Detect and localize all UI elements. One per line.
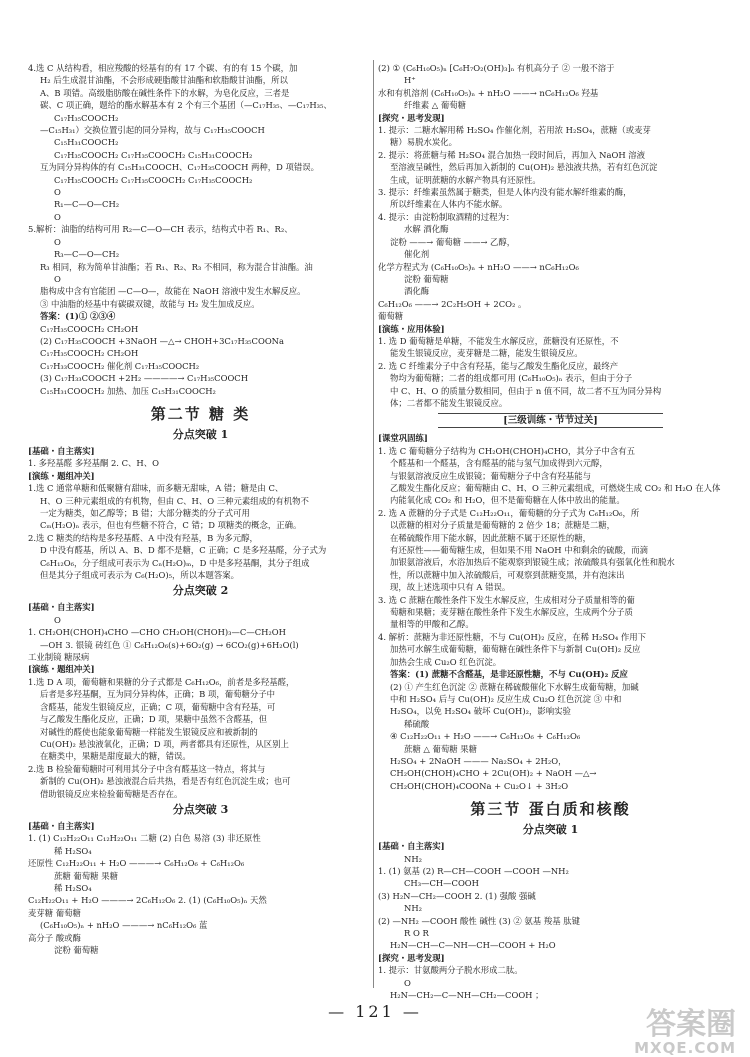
text-line: R O R [404,928,429,938]
subsection-title: 分点突破 1 [172,427,229,441]
left-column [28,62,373,956]
text-line: 2. 选 C 纤维素分子中含有羟基，能与乙酸发生酯化反应，最终产 [378,360,619,371]
text-line: 4. 解析：蔗糖为非还原性糖，不与 Cu(OH)₂ 反应，在稀 H₂SO₄ 作用下 [378,631,647,642]
text-line: H₂ 后生成混甘油酯，不会形成硬脂酸甘油酯和软脂酸甘油酯，所以 [40,75,288,86]
bracket-heading: [基础・自主落实] [28,602,95,613]
bracket-heading: [基础・自主落实] [378,841,445,852]
text-line: (2) —NH₂ —COOH 酸性 碱性 (3) ② 氨基 羧基 肽键 [378,915,580,926]
text-line: 1.选 C 通常单糖和低聚糖有甜味，而多糖无甜味，A 错；糖是由 C、 [28,483,284,494]
text-line: 化学方程式为 (C₆H₁₀O₅)ₙ + nH₂O ——→ nC₆H₁₂O₆ [378,261,579,272]
text-line: 还原性 C₁₂H₂₂O₁₁ + H₂O ———→ C₆H₁₂O₆ + C₆H₁₂O₆ [28,858,245,869]
text-line: 3. 选 C 蔗糖在酸性条件下发生水解反应，生成相对分子质量相等的葡 [378,594,635,605]
subsection-title: 分点突破 3 [172,802,229,816]
text-line: 以蔗糖的相对分子质量是葡萄糖的 2 倍少 18；蔗糖是二糖， [390,520,615,531]
text-line: 5.解析：油脂的结构可用 R₂—C—O—CH 表示，结构式中若 R₁、R₂、 [28,224,293,235]
text-line: Cₘ(H₂O)ₙ 表示，但也有些糖不符合，C 错；D 项糖类的概念，正确。 [40,520,302,531]
text-line: 现，故上述选项中只有 A 错误。 [390,582,511,593]
text-line: ④ C₁₂H₂₂O₁₁ + H₂O ——→ C₆H₁₂O₆ + C₆H₁₂O₆ [390,731,581,742]
text-line: 2. 提示：将蔗糖与稀 H₂SO₄ 混合加热一段时间后，再加入 NaOH 溶液 [378,149,646,160]
text-line: 一定为糖类，如乙醇等；B 错；大部分糖类的分子式可用 [40,508,250,518]
bracket-heading: [课堂巩固练] [378,433,428,444]
text-line: O [54,236,61,247]
text-line: (3) H₂N—CH₂—COOH 2. (1) 强酸 强碱 [378,890,536,901]
text-line: 4. 提示：由淀粉制取酒精的过程为： [378,211,515,222]
text-line: 催化剂 [404,249,430,260]
text-line: R₁—C—O—CH₂ [54,199,120,210]
text-line: 与银氨溶液反应生成银镜；葡萄糖分子中含有羟基能与 [390,470,591,481]
text-line: 在糖类中，果糖是甜度最大的糖，错误。 [40,751,191,762]
text-line: O [54,614,61,625]
text-line: C₁₇H₃₅COOCH₂ C₁₇H₃₅COOCH₂ C₁₅H₃₁COOCH₂ [54,149,253,160]
text-line: 中和 H₂SO₄ 后与 Cu(OH)₂ 反应生成 Cu₂O 红色沉淀 ③ 中和 [390,693,622,704]
text-line: 新制的 Cu(OH)₂ 悬浊液混合后共热，看是否有红色沉淀生成；也可 [40,776,291,787]
watermark-text: 答案圈 [646,1007,736,1042]
section-title: 第三节 蛋白质和核酸 [470,800,631,819]
text-line: 所以纤维素在人体内不能水解。 [390,199,508,210]
text-line: C₁₂H₂₂O₁₁ + H₂O ———→ 2C₆H₁₂O₆ 2. (1) (C₆H₁₀O₅)ₙ 天然 [28,895,267,906]
text-line: 有还原性——葡萄糖生成，但如果不用 NaOH 中和剩余的硫酸，而滴 [390,545,648,556]
text-line: CH₂OH(CHOH)₄COONa + Cu₂O↓ + 3H₂O [390,780,569,791]
bracket-heading: [演练・应用体验] [378,323,445,334]
right-column [378,62,723,1001]
text-line: 体；二者都不能发生银镜反应。 [390,397,508,408]
text-line: 性，所以蔗糖中加入浓硫酸后，可观察到蔗糖变黑，并有泡沫出 [390,569,625,580]
text-line: C₁₇H₃₅COOCH₂ [54,112,119,123]
watermark-url: MXQE.COM [634,1039,736,1057]
text-line: 1. (1) C₁₂H₂₂O₁₁ C₁₂H₂₂O₁₁ 二糖 (2) 白色 易溶 (3) 非还原性 [28,833,261,844]
text-line: C₁₅H₃₁COOCH₂ 加热、加压 C₁₅H₃₁COOCH₂ [40,385,216,396]
text-line: 蔗糖 葡萄糖 果糖 [54,870,118,881]
text-line: D 中没有醛基，所以 A、B、D 都不是糖，C 正确；C 是多羟基醛，分子式为 [40,545,327,556]
text-line: 葡萄糖 [378,311,404,322]
text-line: 2.选 C 糖类的结构是多羟基醛、A 中没有羟基，B 为多元醇， [28,532,258,543]
text-line: C₁₇H₃₅COOCH₂ CH₂OH [40,348,139,359]
text-line: 1. 提示：甘氨酸两分子脱水形成二肽。 [378,965,523,976]
text-line: 蔗糖 △ 葡萄糖 果糖 [404,743,478,754]
text-line: NH₂ [404,853,422,864]
text-line: 稀 H₂SO₄ [54,845,92,856]
text-line: 物均为葡萄糖；二者的组成都可用 (C₆H₁₀O₅)ₙ 表示，但由于分子 [390,373,633,384]
text-line: 含醛基，能发生银镜反应，正确；C 项，葡萄糖中含有羟基，可 [40,701,276,712]
text-line: O [404,977,411,988]
text-line: 高分子 酸或酶 [28,932,81,943]
column-divider [373,60,374,988]
text-line: H⁺ [404,75,416,86]
text-line: O [54,187,61,198]
text-line: —C₁₅H₃₁）交换位置引起的同分异构，故与 C₁₇H₃₅COOCH [40,125,265,136]
bracket-heading: [基础・自主落实] [28,445,95,456]
text-line: A、B 项错。高级脂肪酸在碱性条件下的水解，为皂化反应，三者是 [40,87,290,98]
text-line: 脂构成中含有官能团 —C—O—，故能在 NaOH 溶液中发生水解反应。 [40,286,306,297]
watermark-logo [634,1007,736,1057]
text-line: O [54,211,61,222]
text-line: 稀硫酸 [404,718,430,729]
text-line: (3) C₁₇H₃₃COOCH +2H₂ ————→ C₁₇H₃₅COOCH [40,373,249,384]
bracket-heading: [演练・题组冲关] [28,664,95,675]
text-line: 4.选 C 从结构看，相应羧酸的烃基有的有 17 个碳、有的有 15 个碳，加 [28,63,298,73]
text-line: 对碱性的醛使也能象葡萄糖一样能发生银镜反应和被新制的 [40,726,258,737]
text-line: 糖）易脱水炭化。 [390,137,457,148]
bracket-heading: [探究・思考发现] [378,952,445,963]
text-line: 加热会生成 Cu₂O 红色沉淀。 [390,656,502,667]
text-line: 2.选 B 检验葡萄糖时可利用其分子中含有醛基这一特点，将其与 [28,763,266,774]
text-line: 麦芽糖 葡萄糖 [28,907,81,918]
text-line: 量相等的甲酸和乙醇。 [390,619,474,630]
text-line: (C₆H₁₀O₅)ₙ + nH₂O ———→ nC₆H₁₂O₆ 蓝 [40,920,208,931]
text-line: Cu(OH)₂ 悬浊液氧化，正确；D 项，两者都具有还原性，从区别上 [40,738,289,749]
bracket-heading: 答案：(1) 蔗糖不含醛基，是非还原性糖，不与 Cu(OH)₂ 反应 [390,669,628,680]
text-line: 个醛基和一个醛基，含有醛基的能与氢气加成得到六元醇， [390,458,608,469]
text-line: 1. 选 C 葡萄糖分子结构为 CH₂OH(CHOH)₄CHO，其分子中含有五 [378,445,636,456]
text-line: C₆H₁₂O₆，分子组成可表示为 Cₙ(H₂O)ₘ，D 中是多羟基酮，其分子组成 [40,557,310,568]
text-line: CH₂OH(CHOH)₄CHO + 2Cu(OH)₂ + NaOH —△→ [390,768,597,779]
text-line: 借助银镜反应来检验葡萄糖是否存在。 [40,788,183,799]
text-line: (2) ① (C₆H₁₀O₅)ₙ [C₆H₇O₂(OH)₃]ₙ 有机高分子 ② 一般不溶于 [378,63,615,73]
text-line: C₁₅H₃₁COOCH₂ [54,137,119,148]
text-line: H₂SO₄，以免 H₂SO₄ 破坏 Cu(OH)₂，影响实验 [390,706,571,717]
subsection-title: 分点突破 1 [522,823,579,837]
page-number: — 121 — [328,1002,422,1021]
text-line: H₂N—CH—C—NH—CH—COOH + H₂O [390,940,556,951]
subsection-title: 分点突破 2 [172,584,229,598]
text-line: 生成，证明蔗糖的水解产物具有还原性。 [390,174,541,185]
text-line: 纤维素 △ 葡萄糖 [404,100,467,111]
text-line: 但是其分子组成可表示为 C₆(H₂O)₅，所以本题答案。 [40,570,239,581]
bracket-heading: 答案：(1)① ②③④ [40,311,116,322]
text-line: 1. 选 D 葡萄糖是单糖，不能发生水解反应，蔗糖没有还原性，不 [378,335,619,346]
text-line: 萄糖和果糖；麦芽糖在酸性条件下发生水解反应，生成两个分子质 [390,607,633,618]
text-line: 在稀硫酸作用下能水解，因此蔗糖不属于还原性的糖， [390,532,591,543]
text-line: R₃ 相同，称为简单甘油酯；若 R₁、R₂、R₃ 不相同，称为混合甘油酯。油 [40,261,313,272]
text-line: 与乙酸发生酯化反应，正确；D 项，果糖中虽然不含醛基，但 [40,714,268,725]
bracket-heading: [探究・思考发现] [378,112,445,123]
text-line: 淀粉 ——→ 葡萄糖 ——→ 乙醇， [390,236,516,247]
text-line: H₂SO₄ + 2NaOH ——— Na₂SO₄ + 2H₂O， [390,755,567,766]
section-title: 第二节 糖 类 [150,404,251,423]
text-line: 淀粉 葡萄糖 [54,945,99,955]
bracket-heading: [演练・题组冲关] [28,470,95,481]
text-line: H、O 三种元素组成的有机物，但由 C、H、O 三种元素组成的有机物不 [40,495,309,506]
text-line: 水解 酒化酶 [404,224,449,235]
text-line: C₁₇H₃₅COOCH₂ C₁₇H₃₅COOCH₂ C₁₇H₃₅COOCH₂ [54,174,253,185]
text-line: 稀 H₂SO₄ [54,882,92,893]
text-line: 水和有机溶剂 (C₆H₁₀O₅)ₙ + nH₂O ——→ nC₆H₁₂O₆ 羟基 [378,87,599,98]
text-line: 1.选 D A 项，葡萄糖和果糖的分子式都是 C₆H₁₂O₆，前者是多羟基醛， [28,676,295,687]
text-line: 能发生银镜反应，麦芽糖是二糖，能发生银镜反应。 [390,348,583,359]
text-line: 中 C、H、O 的质量分数相同，但由于 n 值不同，故二者不互为同分异构 [390,385,662,396]
text-line: NH₂ [404,903,422,914]
text-line: 1. 多羟基醛 多羟基酮 2. C、H、O [28,458,159,469]
text-line: ③ 中油脂的烃基中有碳碳双键，故能与 H₂ 发生加成反应。 [40,298,260,309]
text-line: H₂N—CH₂—C—NH—CH₂—COOH ； [390,990,544,1001]
text-line: (2) C₁₇H₃₅COOCH +3NaOH —△→ CHOH+3C₁₇H₃₅COONa [40,335,285,346]
text-line: 乙酸发生酯化反应；葡萄糖由 C、H、O 三种元素组成，可燃烧生成 CO₂ 和 H₂O 在人体 [390,483,721,493]
text-line: 淀粉 葡萄糖 [404,273,449,284]
text-line: 1. 提示：二糖水解用稀 H₂SO₄ 作催化剂，若用浓 H₂SO₄，蔗糖（或麦芽 [378,125,651,136]
text-line: 1. CH₂OH(CHOH)₄CHO —CHO CH₂OH(CHOH)₃—C—CH₂OH [28,627,286,638]
bracket-heading: [基础・自主落实] [28,820,95,831]
text-line: C₁₇H₃₅COOCH₂ CH₂OH [40,323,139,334]
text-line: 内能氧化成 CO₂ 和 H₂O，但不是葡萄糖在人体中放出的能量。 [390,495,625,506]
text-line: O [54,273,61,284]
text-line: 加银氨溶液后，水浴加热后不能观察到银镜生成；浓硫酸具有强氧化性和脱水 [390,557,675,568]
text-line: 加热可水解生成葡萄糖，葡萄糖在碱性条件下与新制 Cu(OH)₂ 反应 [390,644,641,655]
text-line: 后者是多羟基酮，互为同分异构体，正确；B 项，葡萄糖分子中 [40,689,275,700]
text-line: 1. (1) 氨基 (2) R—CH—COOH —COOH —NH₂ [378,865,569,876]
text-line: 3. 提示：纤维素虽然属于糖类，但是人体内没有能水解纤维素的酶， [378,187,632,198]
text-line: 2. 选 A 蔗糖的分子式是 C₁₂H₂₂O₁₁，葡萄糖的分子式为 C₆H₁₂O₆，所 [378,507,640,518]
text-line: R₃—C—O—CH₂ [54,249,120,260]
text-line: —OH 3. 银镜 砖红色 ① C₆H₁₂O₆(s)+6O₂(g) → 6CO₂(g)+6H₂O(l) [40,639,299,650]
text-line: CH₃—CH—COOH [404,878,479,889]
text-line: 酒化酶 [404,286,430,297]
text-line: C₁₇H₃₃COOCH₂ 催化剂 C₁₇H₃₅COOCH₂ [40,360,200,371]
text-line: 互为同分异构体的有 C₁₅H₃₁COOCH、C₁₇H₃₅COOCH 两种，D 项错误。 [40,162,320,173]
text-line: C₆H₁₂O₆ ——→ 2C₂H₅OH + 2CO₂ 。 [378,298,527,309]
text-line: (2) ① 产生红色沉淀 ② 蔗糖在稀硫酸催化下水解生成葡萄糖，加碱 [390,681,639,692]
section-banner: [三级训练・节节过关] [438,413,663,428]
text-line: 碳、C 项正确，题给的酯水解基本有 2 个有三个基团（—C₁₇H₃₅、—C₁₇H₃₅、 [40,100,332,111]
text-line: 至溶液呈碱性，然后再加入新制的 Cu(OH)₂ 悬浊液共热，若有红色沉淀 [390,162,658,173]
text-line: 工业制镜 糖尿病 [28,652,90,663]
